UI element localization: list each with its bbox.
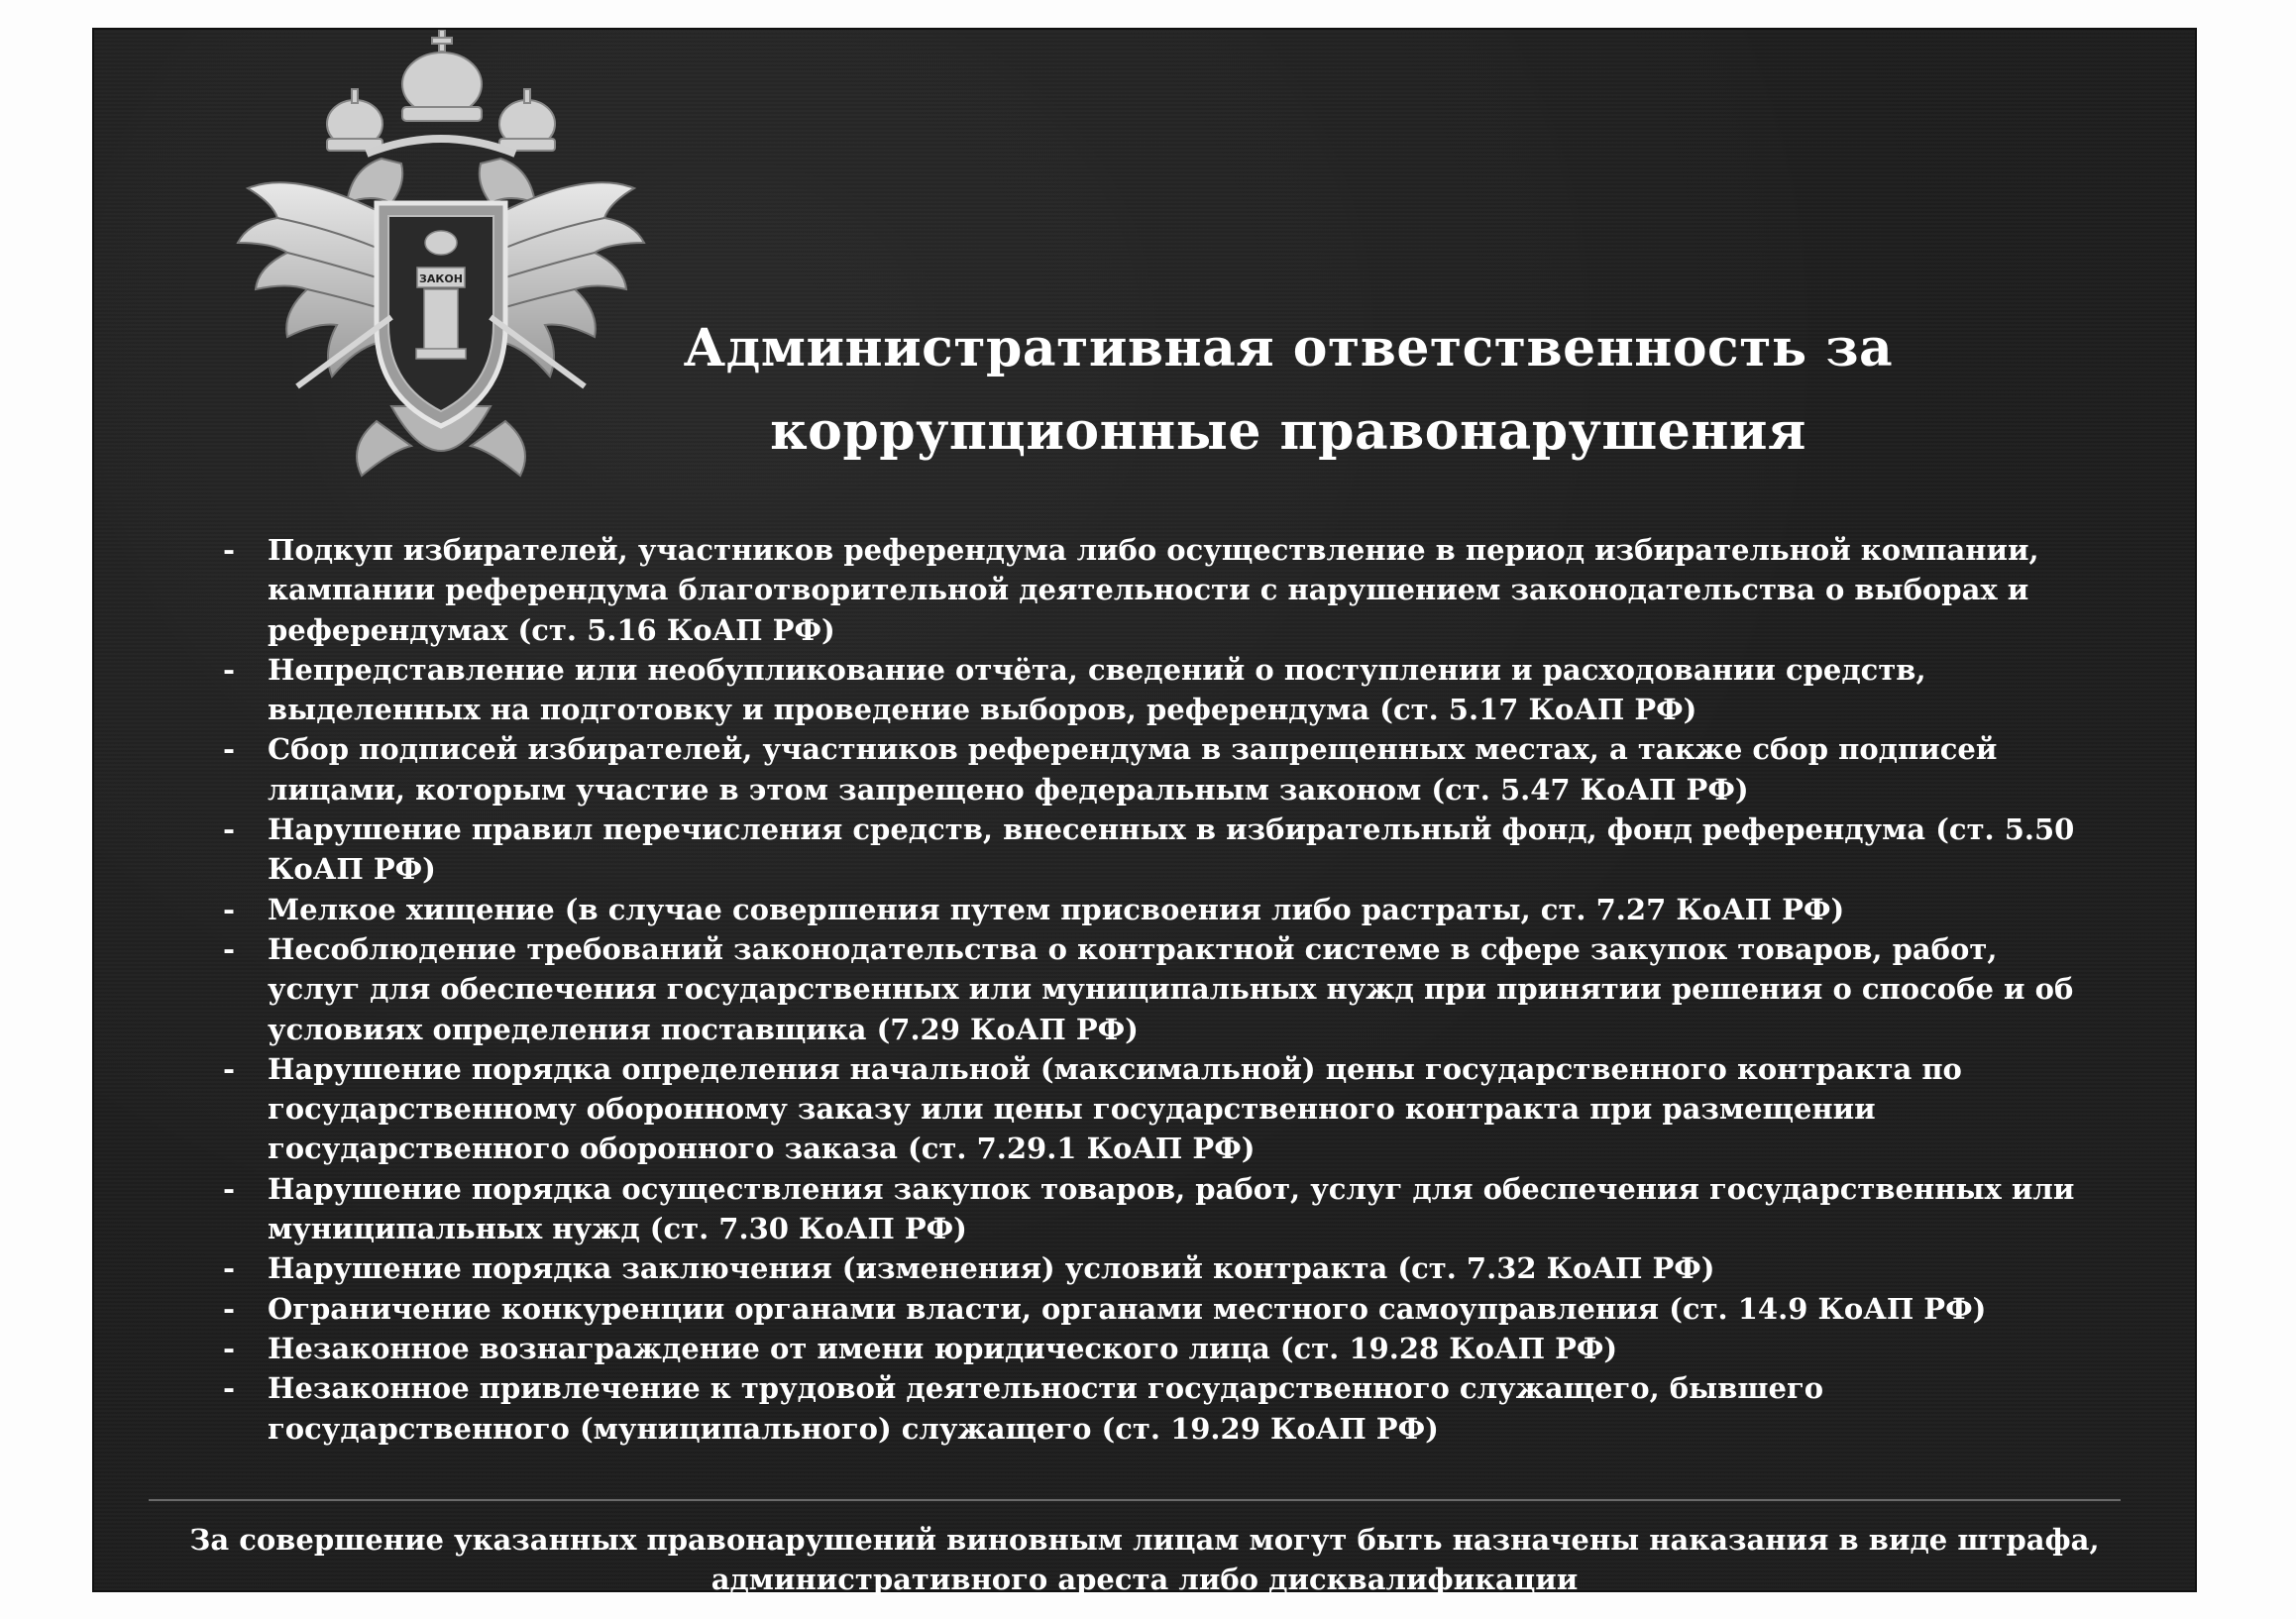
- bullet-dash: -: [223, 732, 236, 767]
- offense-list: [223, 530, 2086, 1449]
- poster: [94, 30, 2195, 1596]
- list-item: [223, 729, 2086, 810]
- list-item-text: Незаконное вознаграждение от имени юридического лица (ст. 19.28 КоАП РФ): [268, 1331, 1618, 1365]
- list-item: [223, 1368, 2086, 1449]
- bullet-dash: -: [223, 812, 236, 847]
- penalty-note-line-2: административного ареста либо дисквалификации: [711, 1563, 1579, 1596]
- list-item-text: Несоблюдение требований законодательства о контрактной системе в сфере закупок товаров, работ, услуг для обеспечения государственных или муниципальных нужд при принятии решения о способе и об условиях определения поставщика (7.29 КоАП РФ): [268, 931, 2074, 1046]
- list-item: [223, 1049, 2086, 1169]
- bullet-dash: -: [223, 1331, 236, 1365]
- penalty-note: [183, 1520, 2106, 1599]
- list-item-text: Подкуп избирателей, участников референдума либо осуществление в период избирательной компании, кампании референдума благотворительной деятельности с нарушением законодательства о выборах и референдумах (ст. 5.16 КоАП РФ): [268, 533, 2039, 647]
- bullet-dash: -: [223, 533, 236, 567]
- bullet-dash: -: [223, 1291, 236, 1326]
- list-item: [223, 1329, 2086, 1368]
- list-item: [223, 1248, 2086, 1288]
- list-item-text: Нарушение порядка заключения (изменения) условий контракта (ст. 7.32 КоАП РФ): [268, 1251, 1715, 1286]
- list-item-text: Ограничение конкуренции органами власти, органами местного самоуправления (ст. 14.9 КоАП РФ): [268, 1291, 1987, 1326]
- list-item-text: Незаконное привлечение к трудовой деятельности государственного служащего, бывшего государственного (муниципального) служащего (ст. 19.29 КоАП РФ): [268, 1371, 1824, 1446]
- list-item-text: Нарушение порядка осуществления закупок товаров, работ, услуг для обеспечения государственных или муниципальных нужд (ст. 7.30 КоАП РФ): [268, 1171, 2075, 1246]
- penalty-note-line-1: За совершение указанных правонарушений виновным лицам могут быть назначены наказания в виде штрафа,: [189, 1523, 2100, 1557]
- list-item-text: Непредставление или необупликование отчёта, сведений о поступлении и расходовании средств, выделенных на подготовку и проведение выборов, референдума (ст. 5.17 КоАП РФ): [268, 652, 1926, 727]
- divider: [149, 1499, 2121, 1501]
- list-item: [223, 650, 2086, 730]
- shield-text: ЗАКОН: [419, 272, 463, 285]
- bullet-dash: -: [223, 892, 236, 926]
- bullet-dash: -: [223, 652, 236, 687]
- list-item-text: Нарушение правил перечисления средств, внесенных в избирательный фонд, фонд референдума (ст. 5.50 КоАП РФ): [268, 812, 2075, 887]
- list-item-text: Мелкое хищение (в случае совершения путем присвоения либо растраты, ст. 7.27 КоАП РФ): [268, 892, 1845, 926]
- bullet-dash: -: [223, 1251, 236, 1286]
- list-item: [223, 1289, 2086, 1329]
- bullet-dash: -: [223, 1171, 236, 1206]
- bullet-dash: -: [223, 1371, 236, 1406]
- list-item: [223, 890, 2086, 929]
- list-item: [223, 929, 2086, 1049]
- title-line-1: Административная ответственность за: [683, 318, 1894, 378]
- list-item-text: Сбор подписей избирателей, участников референдума в запрещенных местах, а также сбор подписей лицами, которым участие в этом запрещено федеральным законом (ст. 5.47 КоАП РФ): [268, 732, 1998, 807]
- list-item: [223, 530, 2086, 650]
- list-item: [223, 810, 2086, 890]
- title-line-2: коррупционные правонарушения: [770, 401, 1806, 462]
- page-title: [609, 307, 1967, 474]
- bullet-dash: -: [223, 1051, 236, 1086]
- list-item-text: Нарушение порядка определения начальной (максимальной) цены государственного контракта по государственному оборонному заказу или цены государственного контракта при размещении государственного оборонного заказа (ст. 7.29.1 КоАП РФ): [268, 1051, 1962, 1166]
- list-item: [223, 1169, 2086, 1249]
- bullet-dash: -: [223, 931, 236, 966]
